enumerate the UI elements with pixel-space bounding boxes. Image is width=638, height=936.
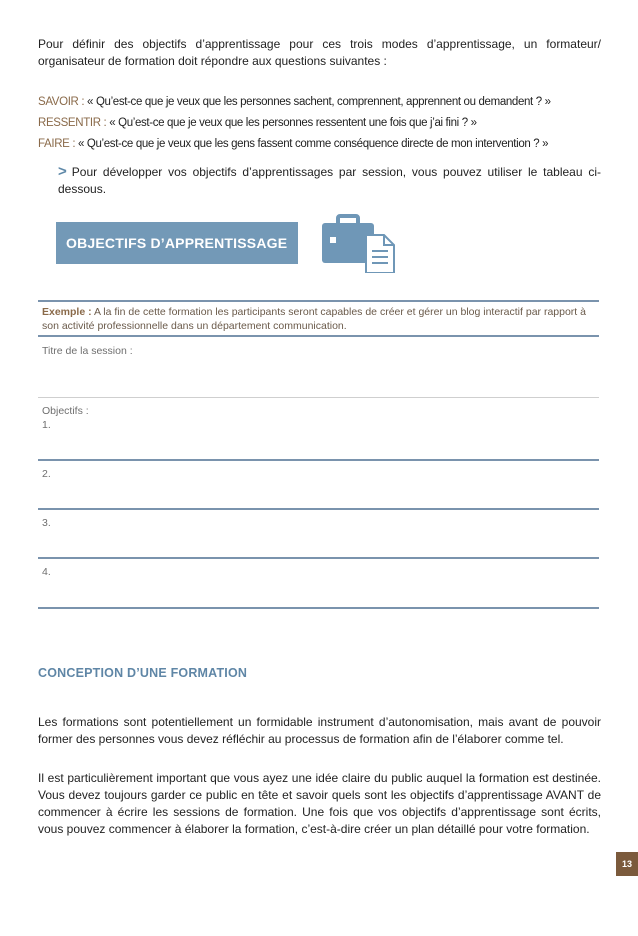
- paragraph-1: Les formations sont potentiellement un formidable instrument d’autonomisation, mais avant de pouvoir former des personnes vous devez réfléchir au processus de formation afin de l’élaborer comme tel.: [38, 715, 601, 746]
- objectives-label: Objectifs :: [42, 405, 89, 417]
- objective-row-3[interactable]: [38, 510, 599, 559]
- example-row: [38, 300, 599, 337]
- bullet-paragraph: [58, 163, 601, 198]
- objective-row-1[interactable]: [38, 398, 599, 461]
- objective-number: 2.: [42, 468, 51, 480]
- objective-row-4[interactable]: [38, 559, 599, 609]
- example-text: A la fin de cette formation les participants seront capables de créer et gérer un blog interactif par rapport à son activité professionnelle dans un département communication.: [42, 306, 586, 332]
- arrow-icon: >: [58, 163, 67, 180]
- objective-number: 3.: [42, 517, 51, 529]
- example-label: Exemple :: [42, 306, 92, 318]
- bullet-text: Pour développer vos objectifs d’apprentissages par session, vous pouvez utiliser le tableau ci-dessous.: [58, 165, 601, 196]
- question-ressentir: [38, 115, 613, 131]
- question-key: RESSENTIR :: [38, 117, 107, 129]
- intro-paragraph: Pour définir des objectifs d’apprentissage pour ces trois modes d’apprentissage, un formateur/ organisateur de formation doit répondre aux questions suivantes :: [38, 37, 601, 68]
- question-key: FAIRE :: [38, 138, 76, 150]
- question-key: SAVOIR :: [38, 96, 85, 108]
- objectives-form: [38, 300, 599, 609]
- question-text: « Qu’est-ce que je veux que les gens fassent comme conséquence directe de mon intervention ? »: [75, 138, 549, 150]
- objective-number: 1.: [42, 419, 51, 431]
- question-text: « Qu’est-ce que je veux que les personnes sachent, comprennent, apprennent ou demandent ? »: [84, 96, 551, 108]
- session-title-label: Titre de la session :: [42, 345, 133, 357]
- paragraph-2: Il est particulièrement important que vous ayez une idée claire du public auquel la formation est destinée. Vous devez toujours garder ce public en tête et savoir quels sont les objectifs d’apprentissage AVANT de commencer à écrire les sessions de formation. Une fois que vos objectifs d’apprentissage sont écrits, vous pouvez commencer à élaborer la formation, c’est-à-dire créer un plan détaillé pour votre formation.: [38, 771, 601, 836]
- objectives-banner: OBJECTIFS D’APPRENTISSAGE: [56, 222, 298, 264]
- objective-number: 4.: [42, 566, 51, 578]
- objective-row-2[interactable]: [38, 461, 599, 510]
- question-savoir: [38, 94, 613, 110]
- page-number: 13: [616, 852, 638, 876]
- example-line: [42, 305, 595, 333]
- briefcase-document-icon: [322, 213, 396, 273]
- question-text: « Qu’est-ce que je veux que les personnes ressentent une fois que j’ai fini ? »: [106, 117, 477, 129]
- question-faire: [38, 136, 613, 152]
- session-title-row[interactable]: [38, 337, 599, 398]
- section-heading: CONCEPTION D’UNE FORMATION: [38, 666, 248, 680]
